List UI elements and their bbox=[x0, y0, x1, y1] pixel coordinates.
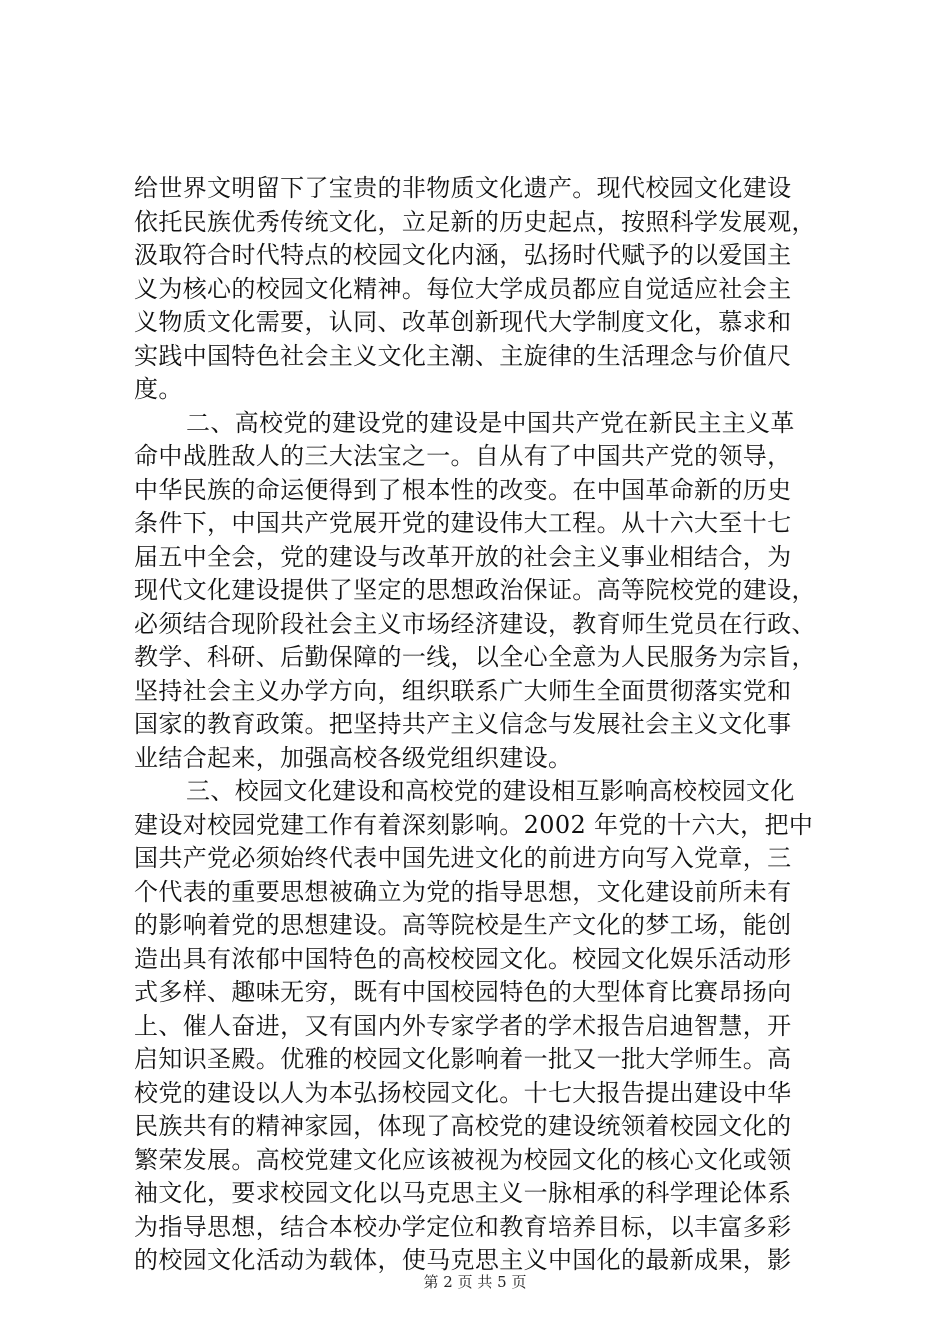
text-line: 上、催人奋进，又有国内外专家学者的学术报告启迪智慧，开 bbox=[134, 1011, 792, 1040]
section-heading-line: 二、高校党的建设党的建设是中国共产党在新民主主义革 bbox=[186, 408, 795, 437]
text-line: 国共产党必须始终代表中国先进文化的前进方向写入党章，三 bbox=[134, 844, 792, 872]
text-line: 命中战胜敌人的三大法宝之一。自从有了中国共产党的领导， bbox=[134, 442, 792, 470]
text-line: 国家的教育政策。把坚持共产主义信念与发展社会主义文化事 bbox=[134, 710, 792, 738]
text-line: 的影响着党的思想建设。高等院校是生产文化的梦工场，能创 bbox=[134, 911, 792, 939]
text-line: 为指导思想，结合本校办学定位和教育培养目标，以丰富多彩 bbox=[134, 1212, 792, 1241]
text-line: 依托民族优秀传统文化，立足新的历史起点，按照科学发展观， bbox=[134, 207, 816, 236]
text-line: 给世界文明留下了宝贵的非物质文化遗产。现代校园文化建设 bbox=[134, 174, 792, 202]
text-line: 校党的建设以人为本弘扬校园文化。十七大报告提出建设中华 bbox=[134, 1078, 792, 1107]
text-line: 汲取符合时代特点的校园文化内涵，弘扬时代赋予的以爱国主 bbox=[134, 241, 792, 269]
text-line: 式多样、趣味无穷，既有中国校园特色的大型体育比赛昂扬向 bbox=[134, 978, 792, 1006]
text-line: 届五中全会，党的建设与改革开放的社会主义事业相结合，为 bbox=[134, 542, 792, 571]
text-line: 民族共有的精神家园，体现了高校党的建设统领着校园文化的 bbox=[134, 1112, 792, 1140]
text-line: 繁荣发展。高校党建文化应该被视为校园文化的核心文化或领 bbox=[134, 1145, 792, 1174]
text-line: 袖文化，要求校园文化以马克思主义一脉相承的科学理论体系 bbox=[134, 1179, 792, 1207]
text-line: 中华民族的命运便得到了根本性的改变。在中国革命新的历史 bbox=[134, 475, 792, 504]
text-line: 的校园文化活动为载体，使马克思主义中国化的最新成果，影 bbox=[134, 1246, 792, 1274]
body-text bbox=[134, 172, 834, 1278]
text-line: 条件下，中国共产党展开党的建设伟大工程。从十六大至十七 bbox=[134, 509, 792, 537]
text-line: 实践中国特色社会主义文化主潮、主旋律的生活理念与价值尺 bbox=[134, 341, 792, 370]
text-line: 现代文化建设提供了坚定的思想政治保证。高等院校党的建设， bbox=[134, 576, 816, 604]
text-line: 度。 bbox=[134, 375, 183, 403]
text-line: 启知识圣殿。优雅的校园文化影响着一批又一批大学师生。高 bbox=[134, 1045, 792, 1073]
text-line: 义物质文化需要，认同、改革创新现代大学制度文化，慕求和 bbox=[134, 308, 792, 336]
text-line: 业结合起来，加强高校各级党组织建设。 bbox=[134, 743, 573, 772]
page-footer bbox=[0, 1272, 950, 1292]
page-number: 第 2 页 共 5 页 bbox=[423, 1273, 527, 1291]
text-line: 坚持社会主义办学方向，组织联系广大师生全面贯彻落实党和 bbox=[134, 676, 792, 705]
text-line: 义为核心的校园文化精神。每位大学成员都应自觉适应社会主 bbox=[134, 274, 792, 303]
text-line: 教学、科研、后勤保障的一线，以全心全意为人民服务为宗旨， bbox=[134, 643, 816, 671]
text-line: 建设对校园党建工作有着深刻影响。2002 年党的十六大，把中 bbox=[134, 810, 814, 839]
text-line: 个代表的重要思想被确立为党的指导思想，文化建设前所未有 bbox=[134, 877, 792, 906]
text-line: 造出具有浓郁中国特色的高校校园文化。校园文化娱乐活动形 bbox=[134, 944, 792, 973]
text-line: 必须结合现阶段社会主义市场经济建设，教育师生党员在行政、 bbox=[134, 609, 816, 638]
section-heading-line: 三、校园文化建设和高校党的建设相互影响高校校园文化 bbox=[186, 777, 795, 805]
